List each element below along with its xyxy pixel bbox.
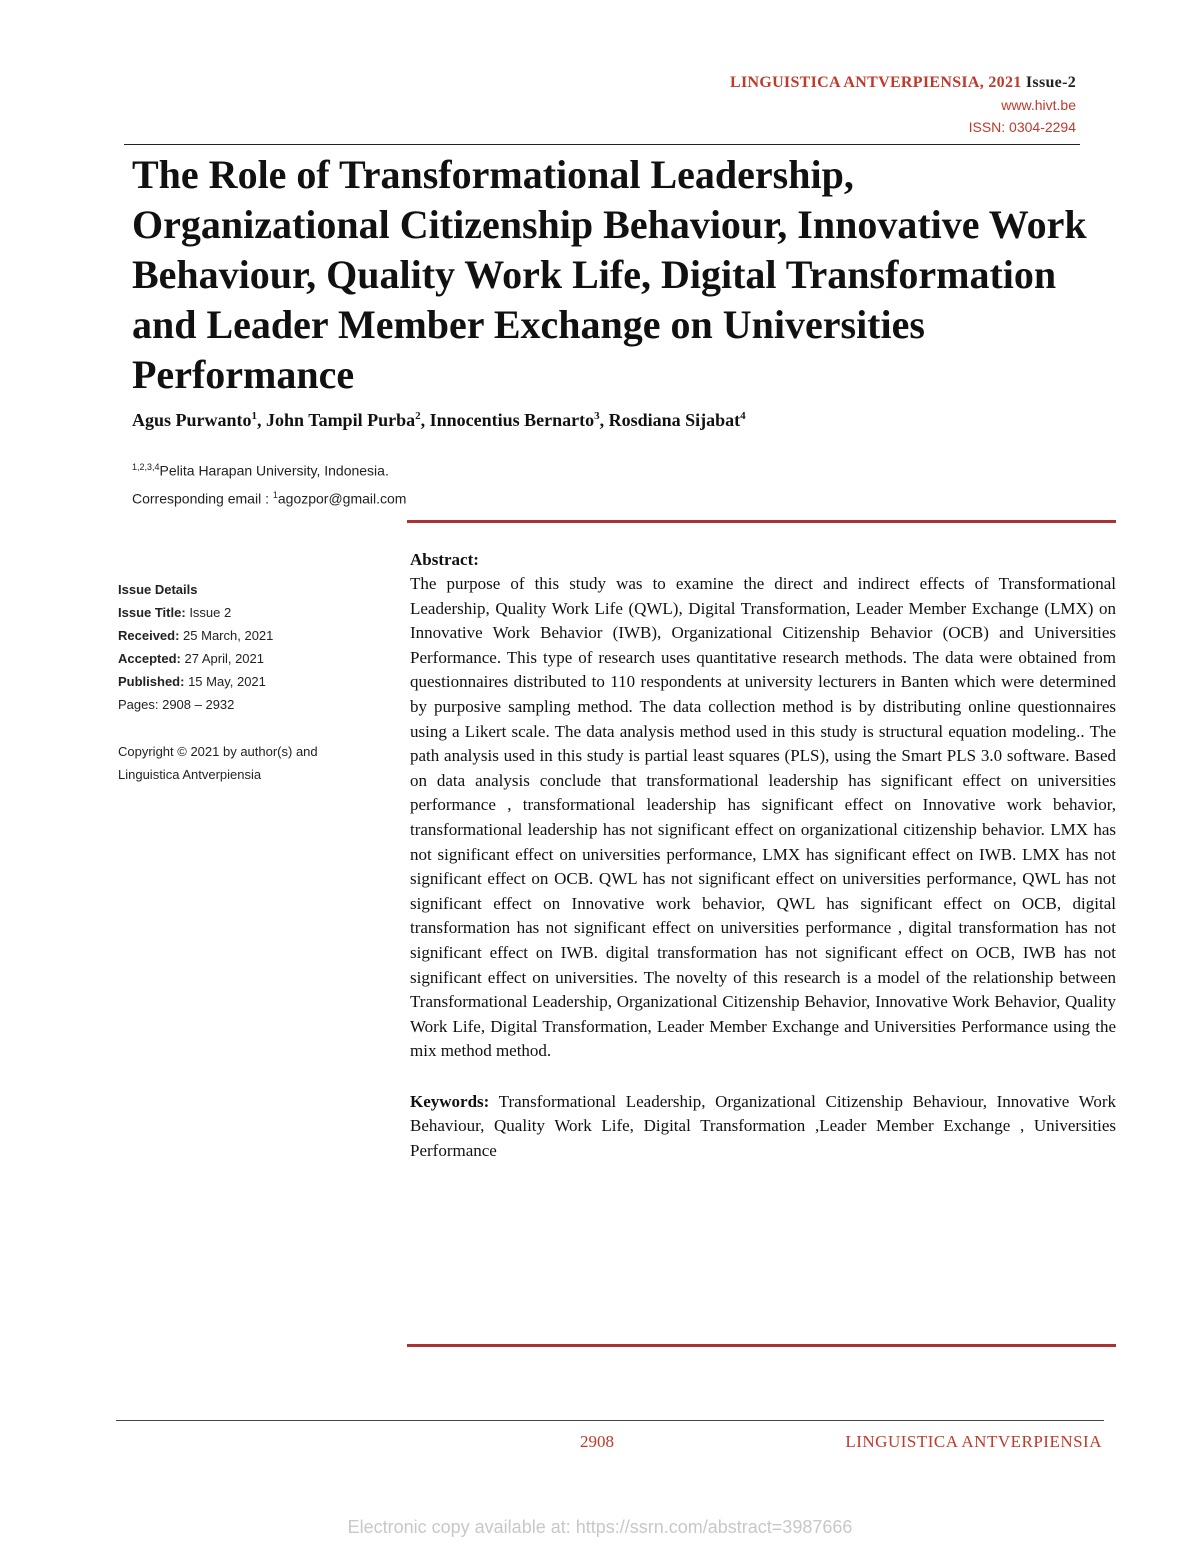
affiliation-marker: 1,2,3,4 (132, 462, 160, 472)
accepted-row (118, 647, 378, 670)
received-label: Received: (118, 628, 180, 643)
journal-issn: ISSN: 0304-2294 (968, 119, 1076, 135)
footer-journal-name: LINGUISTICA ANTVERPIENSIA (845, 1432, 1102, 1451)
journal-header (730, 72, 1076, 138)
author-name: Rosdiana Sijabat (608, 410, 741, 430)
author-separator: , (257, 410, 267, 430)
abstract-section (410, 548, 1116, 1164)
accepted-label: Accepted: (118, 651, 181, 666)
copyright-holder: Linguistica Antverpiensia (118, 767, 262, 782)
issue-title-row (118, 601, 378, 624)
email-label: Corresponding email : (132, 490, 273, 507)
corresponding-email[interactable]: agozpor@gmail.com (277, 490, 407, 507)
author-affil-marker: 3 (594, 410, 600, 422)
page-number: 2908 (580, 1432, 614, 1451)
published-label: Published: (118, 674, 185, 689)
issue-title-value: Issue 2 (189, 605, 232, 620)
affiliation-line (132, 455, 406, 483)
author-name: Innocentius Bernarto (429, 410, 595, 430)
affiliation-block (132, 455, 406, 510)
author-list (132, 410, 746, 431)
copyright-line: Copyright © 2021 by author(s) and (118, 744, 318, 759)
author-name: Agus Purwanto (132, 410, 252, 430)
author-separator: , (420, 410, 430, 430)
email-marker: 1 (272, 489, 278, 500)
author-name: John Tampil Purba (266, 410, 416, 430)
journal-name-line (730, 72, 1076, 94)
author-affil-marker: 1 (251, 410, 258, 422)
author-separator: , (599, 410, 609, 430)
author-affil-marker: 4 (740, 410, 746, 422)
footer-divider (116, 1420, 1104, 1421)
abstract-body: The purpose of this study was to examine the direct and indirect effects of Transformational Leadership, Quality Work Life (QWL), Digital Transformation, Leader Member Exchange (LMX) on Innovative Work Behavior (IWB), Organizational Citizenship Behavior (OCB) and Universities Performance. This type of research uses quantitative research methods. The data were obtained from questionnaires distributed to 110 respondents at university lecturers in Banten which were determined by purposive sampling method. The data collection method is by distributing online questionnaires using a Likert scale. The data analysis method used in this study is structural equation modeling.. The path analysis used in this study is partial least squares (PLS), using the Smart PLS 3.0 software. Based on data analysis conclude that transformational leadership has significant effect on universities performance , transformational leadership has significant effect on Innovative work behavior, transformational leadership has not significant effect on organizational citizenship behavior. LMX has not significant effect on universities performance, LMX has significant effect on IWB. LMX has not significant effect on OCB. QWL has not significant effect on universities performance, QWL has not significant effect on Innovative work behavior, QWL has significant effect on OCB, digital transformation has not significant effect on universities performance , digital transformation has not significant effect on IWB. digital transformation has not significant effect on OCB, IWB has not significant effect on universities. The novelty of this research is a model of the relationship between Transformational Leadership, Organizational Citizenship Behavior, Innovative Work Behavior, Quality Work Life, Digital Transformation, Leader Member Exchange and Universities Performance using the mix method method. (410, 574, 1116, 1061)
issue-title-label: Issue Title: (118, 605, 186, 620)
accepted-value: 27 April, 2021 (184, 651, 264, 666)
keywords-label: Keywords: (410, 1091, 490, 1111)
author-affil-marker: 2 (415, 410, 421, 422)
issue-details-panel (118, 578, 378, 786)
pages-row: Pages: 2908 – 2932 (118, 697, 235, 712)
journal-issue: Issue-2 (1025, 74, 1076, 91)
published-value: 15 May, 2021 (188, 674, 266, 689)
keywords-paragraph (410, 1090, 1116, 1164)
header-divider (124, 144, 1080, 145)
received-row (118, 624, 378, 647)
ssrn-notice[interactable]: Electronic copy available at: https://ssrn.com/abstract=3987666 (347, 1517, 853, 1537)
published-row (118, 670, 378, 693)
keywords-list: Transformational Leadership, Organizational Citizenship Behaviour, Innovative Work Behaviour, Quality Work Life, Digital Transformation ,Leader Member Exchange , Universities Performance (410, 1091, 1116, 1161)
journal-website[interactable]: www.hivt.be (1001, 97, 1076, 113)
paper-title: The Role of Transformational Leadership, Organizational Citizenship Behaviour, Innovative Work Behaviour, Quality Work Life, Digital Transformation and Leader Member Exchange on Universities Performance (132, 152, 1087, 397)
affiliation-text: Pelita Harapan University, Indonesia. (159, 462, 389, 479)
abstract-top-rule (407, 520, 1116, 523)
abstract-bottom-rule (407, 1344, 1116, 1347)
abstract-heading: Abstract: (410, 550, 479, 569)
received-value: 25 March, 2021 (183, 628, 274, 643)
issue-details-heading: Issue Details (118, 582, 198, 597)
email-line (132, 483, 406, 511)
journal-name: LINGUISTICA ANTVERPIENSIA, 2021 (729, 74, 1022, 91)
